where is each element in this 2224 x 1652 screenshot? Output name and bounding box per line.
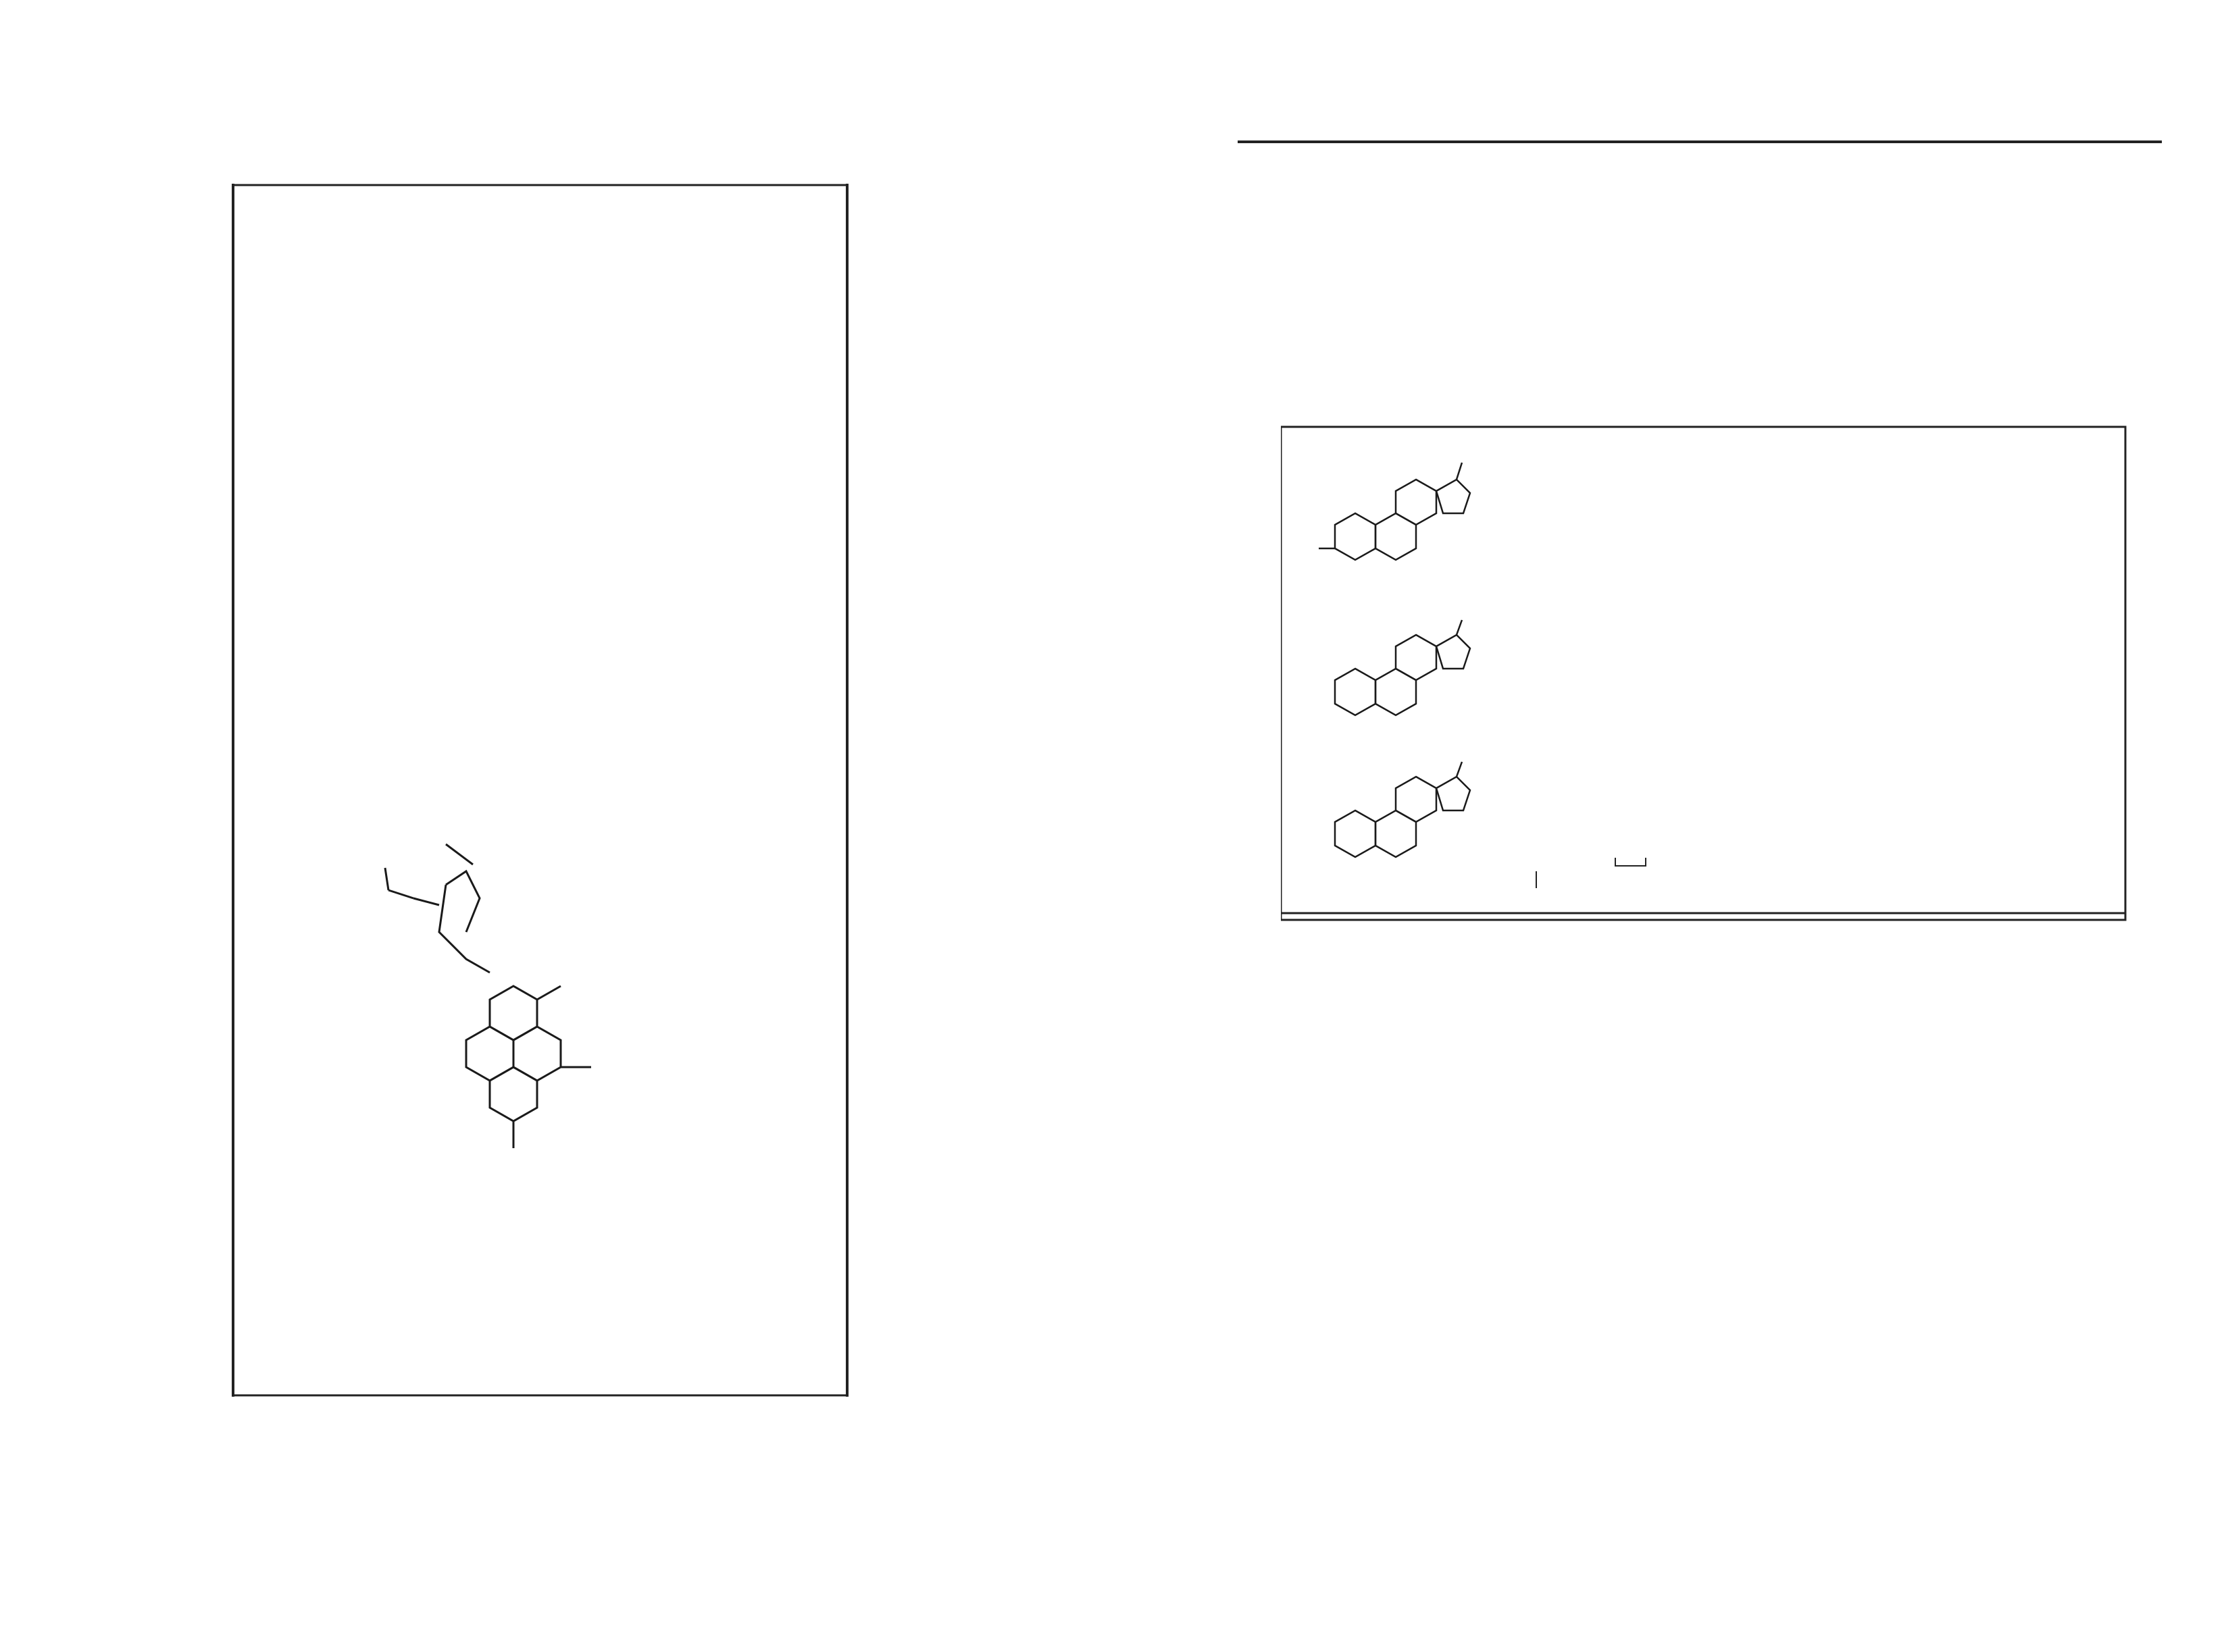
figure-9 [0, 0, 1112, 1649]
structure-xxxviii [385, 844, 591, 1148]
page-header [1238, 100, 2162, 143]
structure-xli [1335, 620, 1470, 715]
figure-10-frame [1281, 427, 2125, 920]
figure-10 [1281, 425, 2159, 1006]
paragraph-4 [1238, 1344, 2162, 1526]
paragraph-2 [1238, 349, 2162, 416]
paragraph-3 [1238, 1013, 2162, 1337]
structure-xl [1319, 463, 1470, 560]
left-page [0, 0, 1112, 1649]
structure-xlii [1335, 762, 1470, 857]
peak-marker-4-60 [1615, 858, 1646, 866]
right-page [1112, 0, 2224, 1649]
